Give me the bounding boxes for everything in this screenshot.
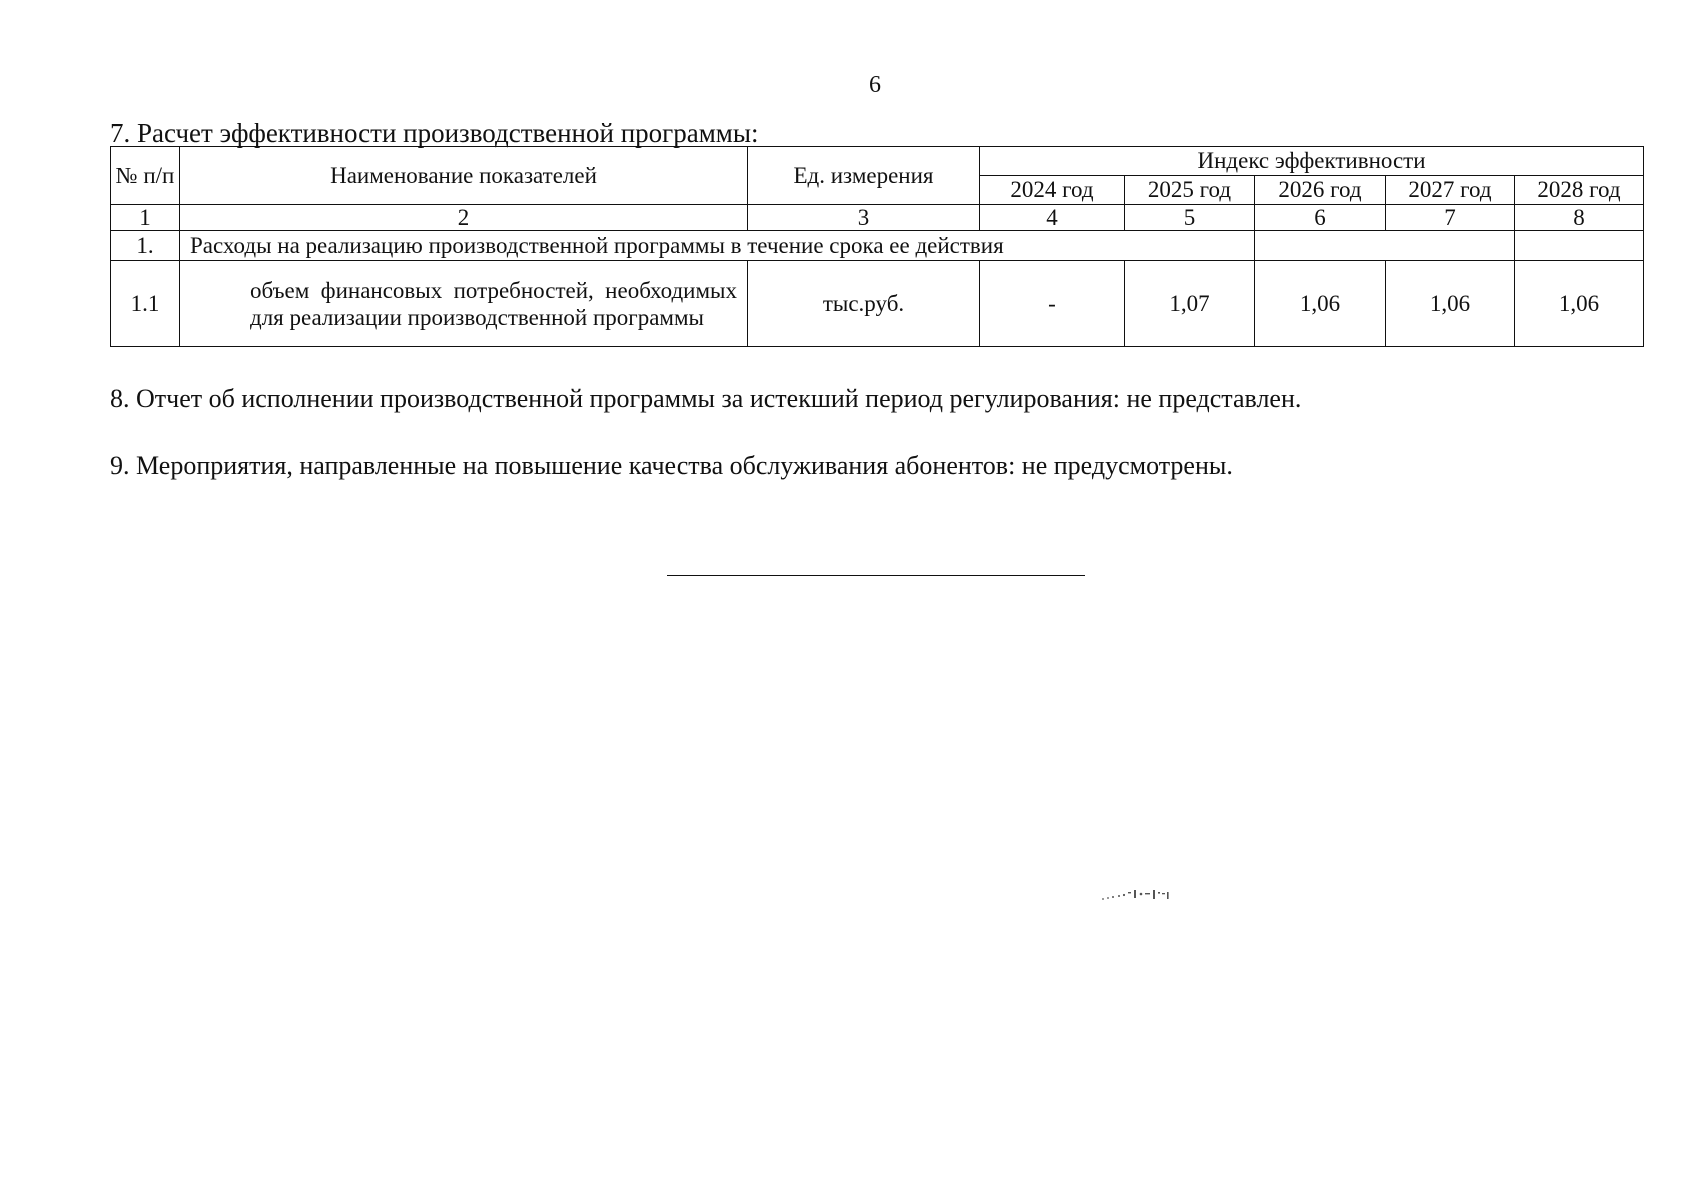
column-number: 8	[1515, 205, 1644, 231]
column-number-row	[111, 205, 1644, 231]
header-year-2028: 2028 год	[1515, 176, 1644, 205]
column-number: 7	[1386, 205, 1515, 231]
data-row-value-2027: 1,06	[1386, 261, 1515, 347]
data-row-value-2025: 1,07	[1125, 261, 1255, 347]
page-number: 6	[869, 72, 881, 98]
section-row-text: Расходы на реализацию производственной программы в течение срока ее действия	[180, 231, 1255, 261]
header-unit: Ед. измерения	[748, 147, 980, 205]
column-number: 2	[180, 205, 748, 231]
data-row-unit: тыс.руб.	[748, 261, 980, 347]
table-row-section-1	[111, 231, 1644, 261]
header-year-2026: 2026 год	[1255, 176, 1386, 205]
efficiency-table	[110, 146, 1644, 347]
column-number: 4	[980, 205, 1125, 231]
column-number: 3	[748, 205, 980, 231]
header-name: Наименование показателей	[180, 147, 748, 205]
column-number: 1	[111, 205, 180, 231]
data-row-value-2024: -	[980, 261, 1125, 347]
table-row-1-1	[111, 261, 1644, 347]
section-row-empty-cell	[1515, 231, 1644, 261]
header-year-2025: 2025 год	[1125, 176, 1255, 205]
header-year-2024: 2024 год	[980, 176, 1125, 205]
column-number: 5	[1125, 205, 1255, 231]
header-num: № п/п	[111, 147, 180, 205]
end-of-document-rule	[667, 575, 1085, 576]
section-8-text: 8. Отчет об исполнении производственной программы за истекший период регулирования: не представлен.	[110, 384, 1302, 413]
section-row-empty-cell	[1255, 231, 1515, 261]
section-7-heading: 7. Расчет эффективности производственной программы:	[110, 118, 759, 148]
scan-artifact-mark	[1100, 884, 1172, 904]
data-row-value-2026: 1,06	[1255, 261, 1386, 347]
header-year-2027: 2027 год	[1386, 176, 1515, 205]
column-number: 6	[1255, 205, 1386, 231]
data-row-value-2028: 1,06	[1515, 261, 1644, 347]
section-9-text: 9. Мероприятия, направленные на повышение качества обслуживания абонентов: не предусмотрены.	[110, 451, 1233, 480]
data-row-num: 1.1	[111, 261, 180, 347]
data-row-name: объем финансовых потребностей, необходимых для реализации производственной программы	[180, 261, 748, 347]
section-row-num: 1.	[111, 231, 180, 261]
header-index-group: Индекс эффективности	[980, 147, 1644, 176]
